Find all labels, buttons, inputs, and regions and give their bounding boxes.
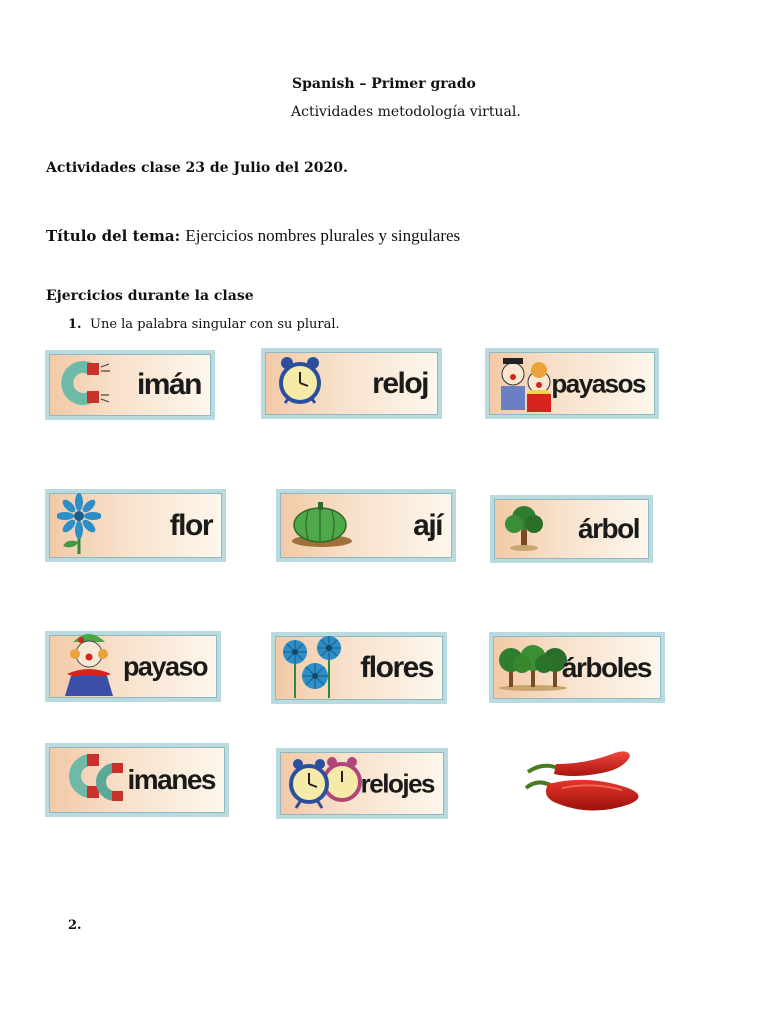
topic-line <box>46 226 460 246</box>
flowers-icon <box>279 634 353 702</box>
alarm-clocks-icon <box>284 754 364 814</box>
activities-date: Actividades clase 23 de Julio del 2020. <box>46 160 348 176</box>
card-arboles <box>489 632 665 703</box>
exercise-instruction: Une la palabra singular con su plural. <box>90 317 340 332</box>
alarm-clock-icon <box>273 355 327 413</box>
card-iman <box>45 350 215 420</box>
card-label: árbol <box>578 513 639 544</box>
document-subheading: Actividades metodología virtual. <box>291 104 521 120</box>
topic-label: Título del tema: <box>46 227 181 245</box>
card-reloj <box>261 348 442 419</box>
card-imanes <box>45 743 229 817</box>
exercise-number: 2. <box>68 918 82 933</box>
document-heading: Spanish – Primer grado <box>292 76 476 92</box>
card-payaso <box>45 631 221 702</box>
card-label: imán <box>136 368 201 401</box>
red-peppers-image <box>518 744 654 820</box>
exercise-item-1 <box>68 317 340 332</box>
card-label: payasos <box>551 368 645 398</box>
card-label: ají <box>413 508 442 542</box>
card-relojes <box>276 748 448 819</box>
clown-icon <box>55 628 125 700</box>
exercise-item-2 <box>68 918 90 933</box>
clowns-icon <box>493 352 559 416</box>
card-label: reloj <box>372 366 428 400</box>
card-label: árboles <box>561 651 651 683</box>
magnet-icon <box>57 361 113 409</box>
card-label: flor <box>169 508 212 542</box>
card-aji <box>276 489 456 562</box>
card-arbol <box>490 495 653 563</box>
section-title: Ejercicios durante la clase <box>46 288 254 304</box>
card-label: payaso <box>122 651 207 681</box>
trees-icon <box>497 640 569 696</box>
exercise-number: 1. <box>68 317 82 332</box>
card-flores <box>271 632 447 704</box>
card-label: relojes <box>360 768 434 798</box>
tree-icon <box>502 502 546 556</box>
magnets-icon <box>57 750 129 810</box>
topic-text: Ejercicios nombres plurales y singulares <box>185 226 461 245</box>
card-flor <box>45 489 226 562</box>
flower-icon <box>57 492 101 560</box>
card-payasos <box>485 348 659 419</box>
card-label: imanes <box>127 764 215 795</box>
card-label: flores <box>360 651 433 684</box>
pepper-icon <box>288 499 354 553</box>
